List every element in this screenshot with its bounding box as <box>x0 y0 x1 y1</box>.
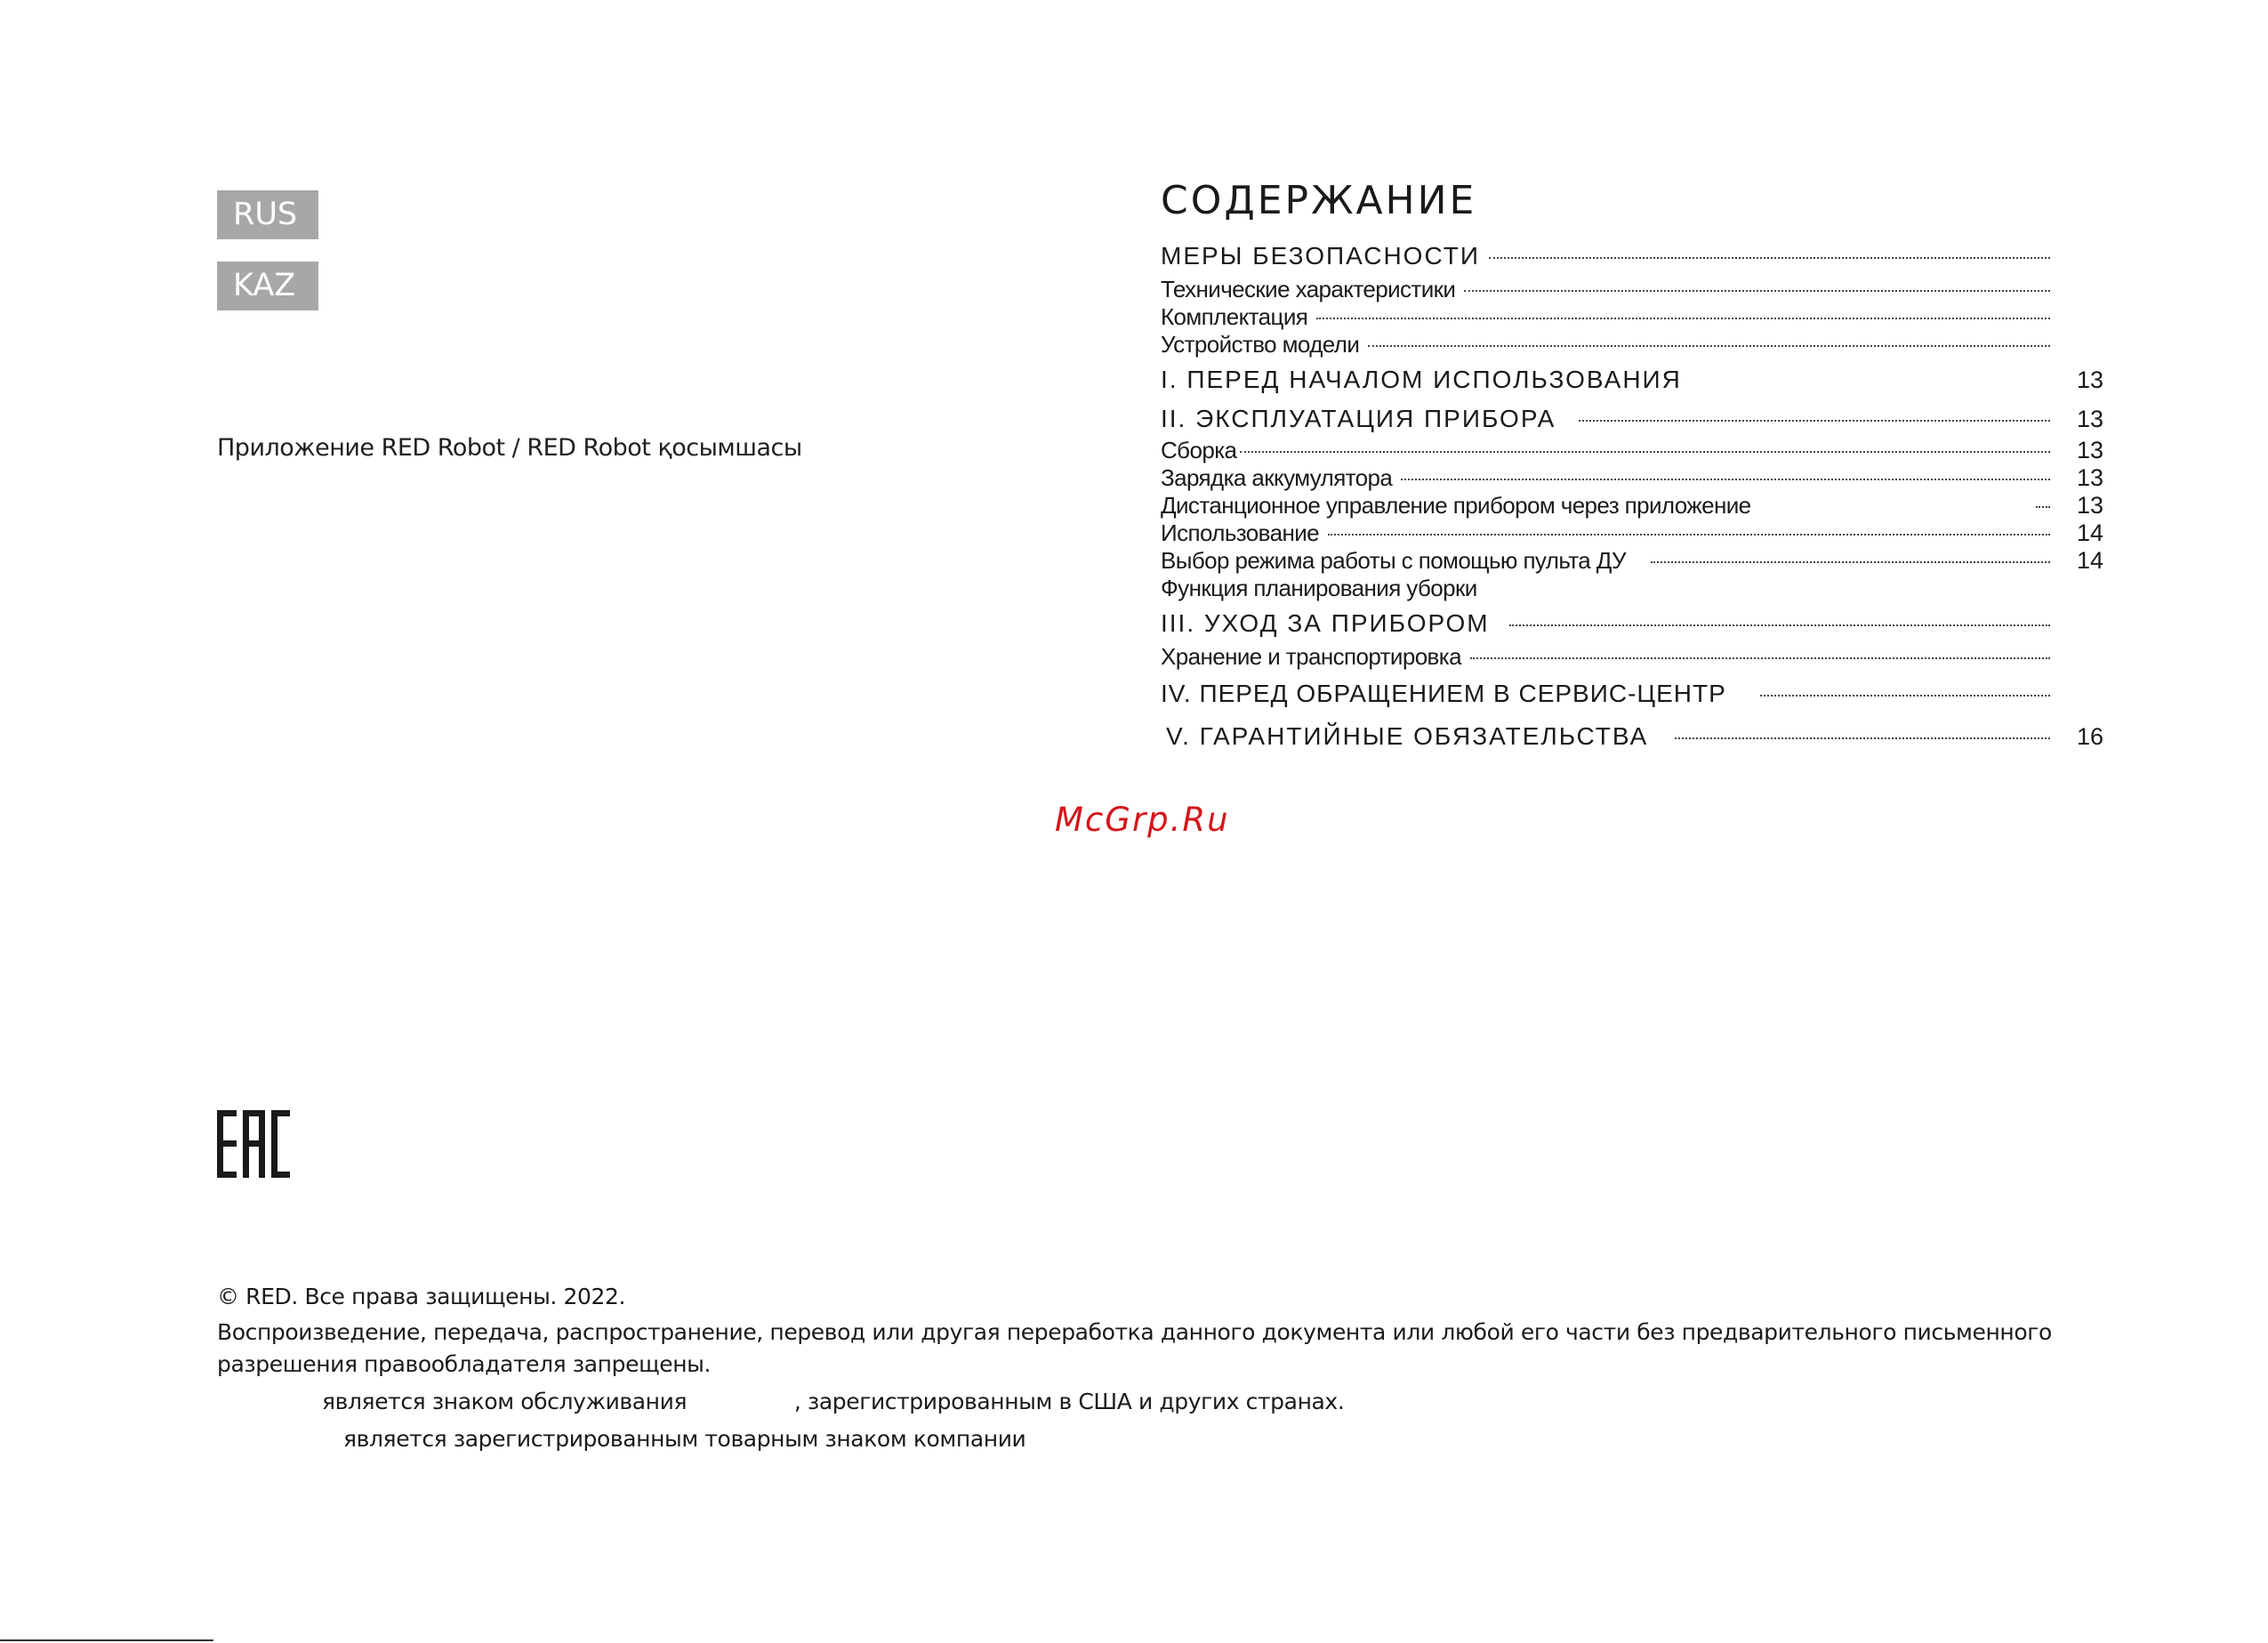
toc-entry[interactable] <box>1161 609 2103 638</box>
table-of-contents <box>1161 240 2103 751</box>
toc-entry-label: Функция планирования уборки <box>1161 575 1477 601</box>
toc-entry-label: МЕРЫ БЕЗОПАСНОСТИ <box>1161 242 1480 270</box>
reproduction-notice: Воспроизведение, передача, распространение, перевод или другая переработка данного документа или любой его части без предварительного письменного разрешения правообладателя запрещены. <box>217 1319 2052 1377</box>
toc-leader <box>1464 290 2050 292</box>
toc-entry[interactable] <box>1161 680 2103 708</box>
toc-entry-label: Комплектация <box>1161 303 1308 330</box>
toc-entry[interactable] <box>1161 366 2103 394</box>
toc-entry[interactable] <box>1161 405 2103 433</box>
toc-entry[interactable] <box>1161 242 2103 270</box>
toc-entry-page: 13 <box>2076 406 2103 432</box>
toc-entry[interactable] <box>1161 547 2103 575</box>
toc-leader <box>1240 451 2050 453</box>
toc-entry[interactable] <box>1161 437 2103 464</box>
toc-entry-label: Хранение и транспортировка <box>1161 643 1461 670</box>
toc-entry[interactable] <box>1161 492 2103 519</box>
toc-entry[interactable] <box>1161 643 2103 671</box>
language-badge-rus: RUS <box>217 190 318 239</box>
toc-leader <box>1328 534 2050 536</box>
toc-entry-page: 14 <box>2076 519 2103 546</box>
toc-leader <box>1509 624 2050 626</box>
toc-leader <box>1760 695 2050 697</box>
toc-entry-label: IV. ПЕРЕД ОБРАЩЕНИЕМ В СЕРВИС-ЦЕНТР <box>1161 680 1726 707</box>
toc-entry-label: II. ЭКСПЛУАТАЦИЯ ПРИБОРА <box>1161 405 1556 432</box>
legal-footer <box>217 1281 2103 1455</box>
trademark-notice-service-mark: является знаком обслуживания , зарегистрированным в США и других странах. <box>322 1389 1345 1414</box>
toc-entry-label: Дистанционное управление прибором через приложение <box>1161 492 1751 519</box>
toc-entry-page: 13 <box>2076 366 2103 393</box>
toc-entry-page: 16 <box>2076 723 2103 750</box>
toc-leader <box>2036 506 2050 508</box>
toc-entry-label: Использование <box>1161 519 1319 546</box>
toc-entry[interactable] <box>1161 303 2103 331</box>
toc-leader <box>1368 345 2050 347</box>
toc-leader <box>1470 657 2050 659</box>
toc-entry[interactable] <box>1161 722 2103 751</box>
toc-entry[interactable] <box>1161 331 2103 358</box>
toc-leader <box>1579 420 2050 422</box>
toc-entry-label: Устройство модели <box>1161 331 1360 358</box>
app-name-line: Приложение RED Robot / RED Robot қосымшасы <box>217 434 802 462</box>
toc-entry[interactable] <box>1161 575 2103 602</box>
eac-certification-mark <box>217 1110 290 1178</box>
language-badge-kaz: KAZ <box>217 262 318 310</box>
toc-entry-page: 13 <box>2076 437 2103 463</box>
toc-leader <box>1675 737 2050 739</box>
trademark-notice-registered: является зарегистрированным товарным знаком компании <box>343 1426 1026 1452</box>
toc-leader <box>1316 318 2050 319</box>
toc-entry-page: 13 <box>2076 464 2103 491</box>
toc-entry[interactable] <box>1161 276 2103 303</box>
toc-entry-label: I. ПЕРЕД НАЧАЛОМ ИСПОЛЬЗОВАНИЯ <box>1161 366 1682 393</box>
watermark-text: McGrp.Ru <box>1055 801 1230 839</box>
toc-entry-label: Зарядка аккумулятора <box>1161 464 1393 491</box>
toc-entry[interactable] <box>1161 464 2103 492</box>
toc-leader <box>1401 479 2050 480</box>
toc-entry-page: 13 <box>2076 492 2103 519</box>
copyright-text: © RED. Все права защищены. 2022. <box>217 1284 626 1309</box>
toc-entry-label: Выбор режима работы с помощью пульта ДУ <box>1161 547 1626 574</box>
toc-entry[interactable] <box>1161 519 2103 547</box>
toc-entry-label: III. УХОД ЗА ПРИБОРОМ <box>1161 609 1490 637</box>
toc-entry-label: Технические характеристики <box>1161 276 1456 302</box>
toc-title: СОДЕРЖАНИЕ <box>1161 178 1477 223</box>
toc-entry-page: 14 <box>2076 547 2103 574</box>
toc-entry-label: V. ГАРАНТИЙНЫЕ ОБЯЗАТЕЛЬСТВА <box>1166 722 1649 750</box>
page-edge-line <box>0 1639 213 1641</box>
toc-leader <box>1651 561 2050 563</box>
toc-entry-label: Сборка <box>1161 437 1237 463</box>
toc-leader <box>1489 257 2050 259</box>
